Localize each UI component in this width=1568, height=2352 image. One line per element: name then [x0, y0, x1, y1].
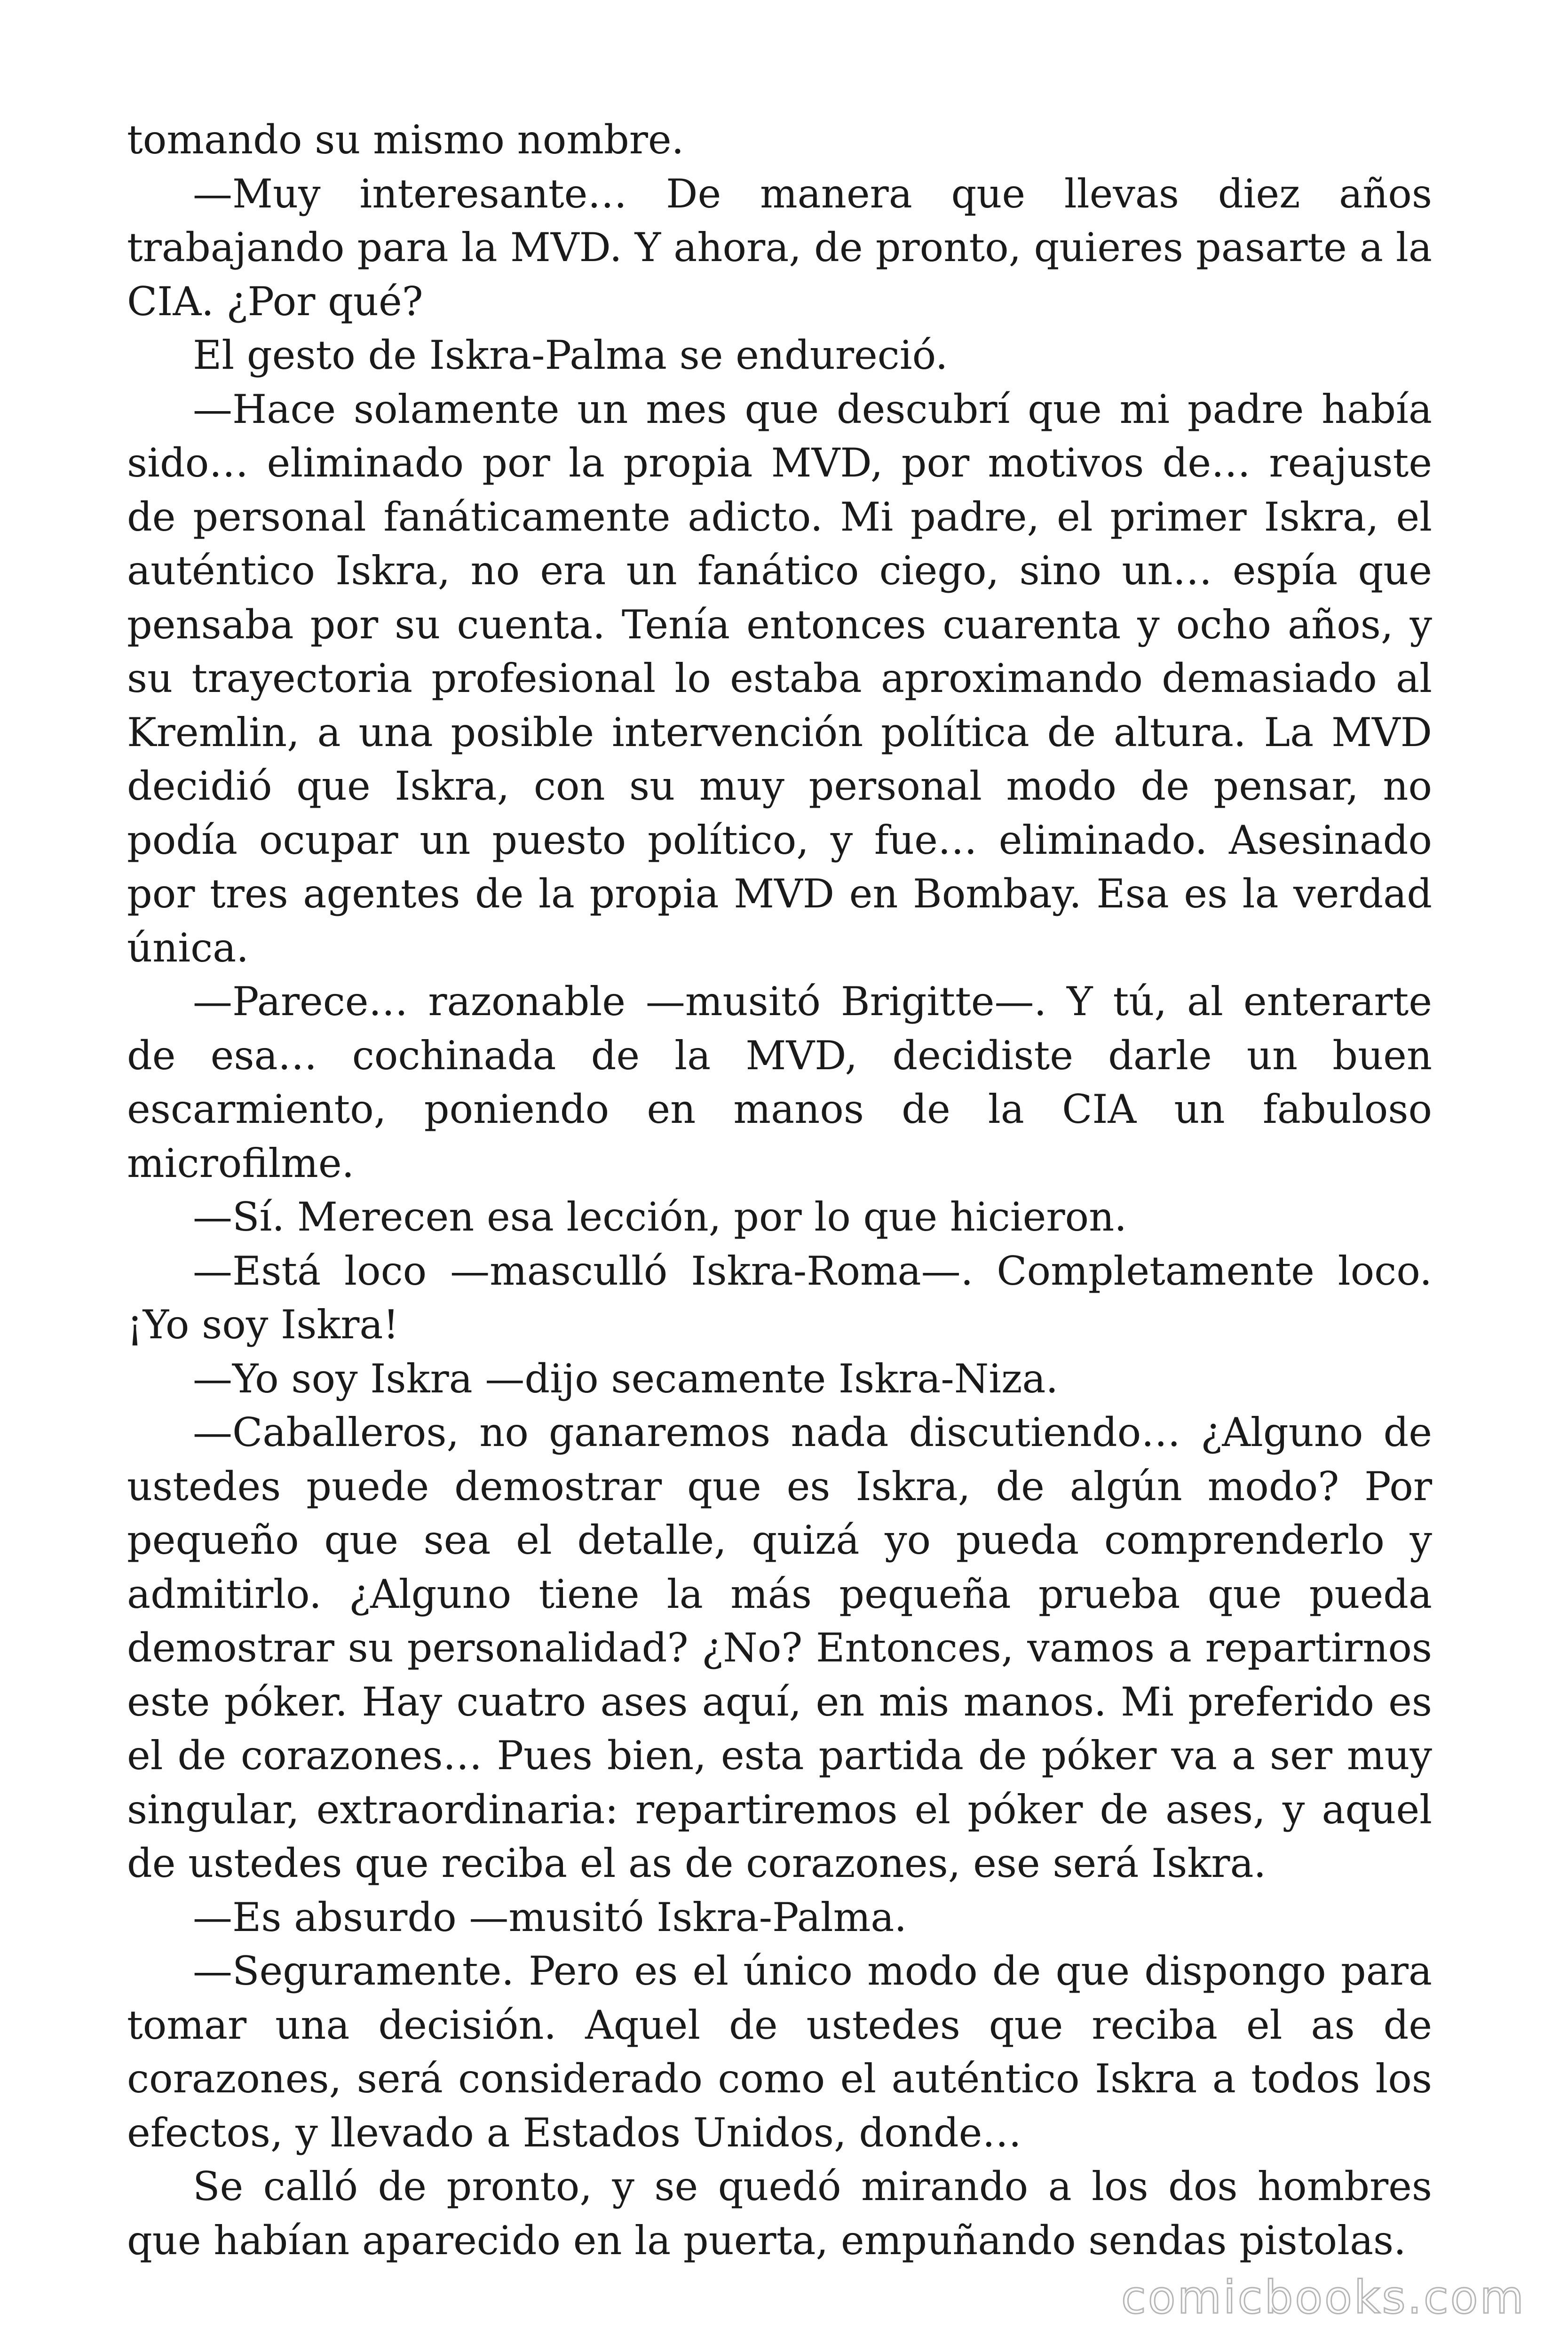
paragraph-dialogue: —Caballeros, no ganaremos nada discutiendo… ¿Alguno de ustedes puede demostrar que es Iskra, de algún modo? Por pequeño que sea el detalle, quizá yo pueda comprenderlo y admitirlo. ¿Alguno tiene la más pequeña prueba que pueda demostrar su personalidad? ¿No? Entonces, vamos a repartirnos este póker. Hay cuatro ases aquí, en mis manos. Mi preferido es el de corazones… Pues bien, esta partida de póker va a ser muy singular, extraordinaria: repartiremos el póker de ases, y aquel de ustedes que reciba el as de corazones, ese será Iskra. [127, 1409, 1432, 1886]
paragraph-narration: Se calló de pronto, y se quedó mirando a los dos hombres que habían aparecido en la puerta, empuñando sendas pistolas. [127, 2163, 1432, 2264]
page-text-body [127, 113, 1432, 2267]
paragraph-dialogue: —Parece… razonable —musitó Brigitte—. Y tú, al enterarte de esa… cochinada de la MVD, decidiste darle un buen escarmiento, poniendo en manos de la CIA un fabuloso microfilme. [127, 978, 1432, 1186]
paragraph-dialogue: —Sí. Merecen esa lección, por lo que hicieron. [193, 1194, 1127, 1240]
paragraph-dialogue: —Es absurdo —musitó Iskra-Palma. [193, 1894, 907, 1940]
paragraph-dialogue: —Está loco —masculló Iskra-Roma—. Completamente loco. ¡Yo soy Iskra! [127, 1248, 1432, 1348]
paragraph-narration: El gesto de Iskra-Palma se endureció. [193, 332, 948, 378]
paragraph-dialogue: —Seguramente. Pero es el único modo de que dispongo para tomar una decisión. Aquel de ustedes que reciba el as de corazones, será considerado como el auténtico Iskra a todos los efectos, y llevado a Estados Unidos, donde… [127, 1948, 1432, 2156]
paragraph-dialogue: —Hace solamente un mes que descubrí que mi padre había sido… eliminado por la propia MVD, por motivos de… reajuste de personal fanáticamente adicto. Mi padre, el primer Iskra, el auténtico Iskra, no era un fanático ciego, sino un… espía que pensaba por su cuenta. Tenía entonces cuarenta y ocho años, y su trayectoria profesional lo estaba aproximando demasiado al Kremlin, a una posible intervención política de altura. La MVD decidió que Iskra, con su muy personal modo de pensar, no podía ocupar un puesto político, y fue… eliminado. Asesinado por tres agentes de la propia MVD en Bombay. Esa es la verdad única. [127, 386, 1432, 971]
paragraph-dialogue: —Muy interesante… De manera que llevas diez años trabajando para la MVD. Y ahora, de pronto, quieres pasarte a la CIA. ¿Por qué? [127, 170, 1432, 325]
paragraph-dialogue: —Yo soy Iskra —dijo secamente Iskra-Niza. [193, 1355, 1059, 1402]
watermark-text: comicbooks.com [1121, 2271, 1526, 2324]
paragraph-continuation: tomando su mismo nombre. [127, 117, 684, 163]
